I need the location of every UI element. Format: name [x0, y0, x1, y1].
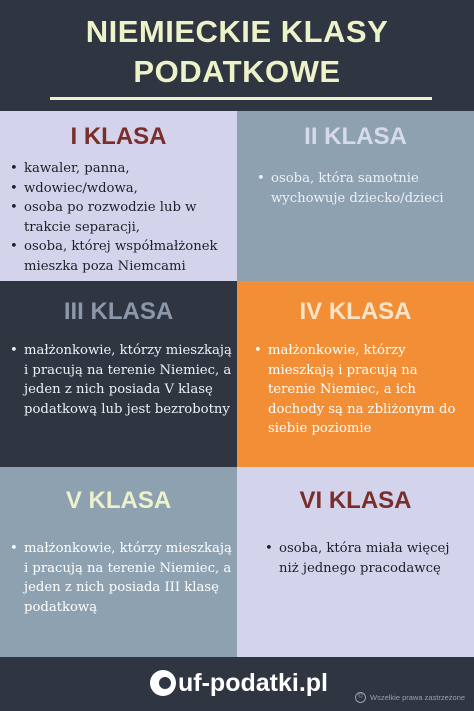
euro-circle-logo-icon [150, 670, 176, 696]
class-list-2 [257, 169, 467, 208]
footer [0, 657, 474, 711]
class-panel-1 [0, 111, 237, 281]
list-item: • małżonkowie, którzy mieszkają i pracują na terenie Niemiec, a jeden z nich posiada V klasę podatkową lub jest bezrobotny [10, 341, 232, 419]
list-item: • osoba, która miała więcej niż jednego pracodawcę [265, 539, 465, 578]
class-list-6 [265, 539, 465, 578]
list-item: • wdowiec/wdowa, [10, 179, 235, 199]
class-panel-5 [0, 467, 237, 657]
class-title-5: V KLASA [65, 487, 172, 514]
header [0, 0, 474, 111]
class-title-4: IV KLASA [299, 298, 412, 325]
class-list-1 [10, 159, 235, 276]
list-item: • osoba, która samotnie wychowuje dziecko/dzieci [257, 169, 467, 208]
copyright-notice [355, 692, 465, 703]
list-item: • małżonkowie, którzy mieszkają i pracują na terenie Niemiec, a ich dochody są na zbliżonym do siebie poziomie [254, 341, 469, 439]
title-underline [50, 97, 432, 100]
page-title-line1: NIEMIECKIE KLASY [85, 14, 389, 49]
logo-text: uf-podatki.pl [178, 668, 328, 697]
class-title-1: I KLASA [70, 123, 167, 150]
list-item: • kawaler, panna, [10, 159, 235, 179]
class-panel-6 [237, 467, 474, 657]
page-title-line2: PODATKOWE [133, 54, 341, 89]
class-list-5 [10, 539, 232, 617]
list-item: • osoba, której współmałżonek mieszka poza Niemcami [10, 237, 235, 276]
copyright-icon: © [355, 692, 366, 703]
class-list-4 [254, 341, 469, 439]
list-item: • małżonkowie, którzy mieszkają i pracują na terenie Niemiec, a jeden z nich posiada III klasę podatkową [10, 539, 232, 617]
class-panel-2 [237, 111, 474, 281]
class-title-6: VI KLASA [299, 487, 412, 514]
class-title-2: II KLASA [304, 123, 407, 150]
rights-text: Wszelkie prawa zastrzeżone [370, 693, 466, 702]
class-title-3: III KLASA [63, 298, 174, 325]
class-panel-4 [237, 281, 474, 467]
class-panel-3 [0, 281, 237, 467]
list-item: • osoba po rozwodzie lub w trakcie separacji, [10, 198, 235, 237]
class-list-3 [10, 341, 232, 419]
site-logo[interactable] [150, 667, 328, 699]
